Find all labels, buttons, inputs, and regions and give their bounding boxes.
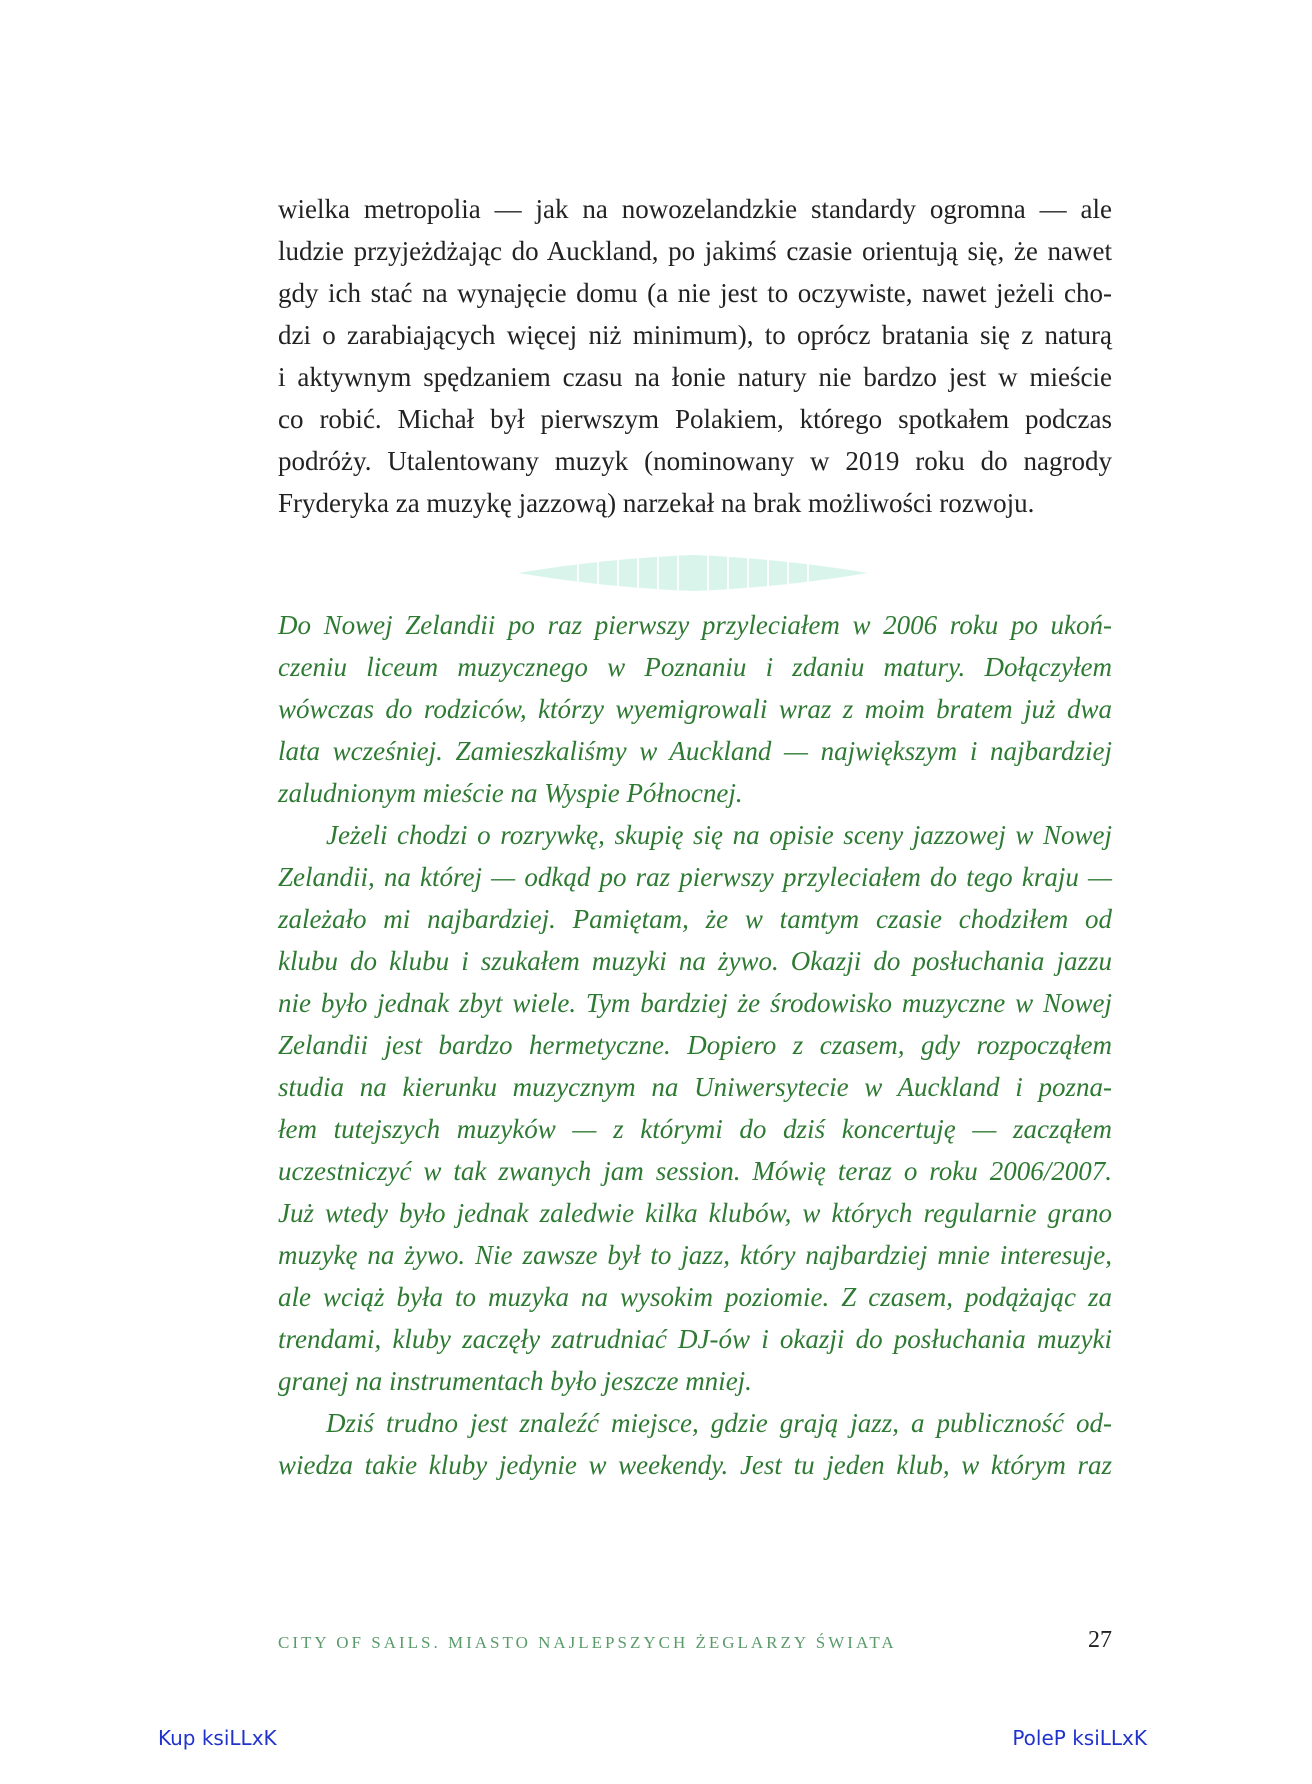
recommend-book-link[interactable]: PoleP ksiLLxK xyxy=(1012,1726,1147,1750)
running-title: CITY OF SAILS. MIASTO NAJLEPSZYCH ŻEGLARZY ŚWIATA xyxy=(278,1633,897,1652)
intro-line: gdy ich stać na wynajęcie domu (a nie jest to oczywiste, nawet jeżeli cho- xyxy=(278,278,1112,308)
story-line: Już wtedy było jednak zaledwie kilka klubów, w których regularnie grano xyxy=(278,1198,1112,1228)
story-line: zależało mi najbardziej. Pamiętam, że w tamtym czasie chodziłem od xyxy=(278,904,1112,934)
story-line: wówczas do rodziców, którzy wyemigrowali wraz z moim bratem już dwa xyxy=(278,694,1112,724)
page-number: 27 xyxy=(1088,1627,1112,1653)
story-line: Dziś trudno jest znaleźć miejsce, gdzie grają jazz, a publiczność od- xyxy=(326,1408,1112,1438)
intro-line: Fryderyka za muzykę jazzową) narzekał na brak możliwości rozwoju. xyxy=(278,488,1035,518)
intro-line: podróży. Utalentowany muzyk (nominowany w 2019 roku do nagrody xyxy=(278,446,1112,476)
story-line: Do Nowej Zelandii po raz pierwszy przyleciałem w 2006 roku po ukoń- xyxy=(278,610,1112,640)
story-line: uczestniczyć w tak zwanych jam session. Mówię teraz o roku 2006/2007. xyxy=(278,1156,1112,1186)
story-line: Zelandii, na której — odkąd po raz pierwszy przyleciałem do tego kraju — xyxy=(278,862,1112,892)
story-line: granej na instrumentach było jeszcze mniej. xyxy=(278,1366,752,1396)
story-line: trendami, kluby zaczęły zatrudniać DJ-ów i okazji do posłuchania muzyki xyxy=(278,1324,1112,1354)
intro-line: dzi o zarabiających więcej niż minimum), to oprócz bratania się z naturą xyxy=(278,320,1112,350)
story-line: Jeżeli chodzi o rozrywkę, skupię się na opisie sceny jazzowej w Nowej xyxy=(326,820,1112,850)
fern-ornament-icon xyxy=(518,553,868,593)
story-line: ale wciąż była to muzyka na wysokim poziomie. Z czasem, podążając za xyxy=(278,1282,1112,1312)
story-line: klubu do klubu i szukałem muzyki na żywo. Okazji do posłuchania jazzu xyxy=(278,946,1112,976)
story-line: łem tutejszych muzyków — z którymi do dziś koncertuję — zacząłem xyxy=(278,1114,1112,1144)
intro-line: ludzie przyjeżdżając do Auckland, po jakimś czasie orientują się, że nawet xyxy=(278,236,1112,266)
intro-line: co robić. Michał był pierwszym Polakiem, którego spotkałem podczas xyxy=(278,404,1112,434)
story-line: Zelandii jest bardzo hermetyczne. Dopiero z czasem, gdy rozpocząłem xyxy=(278,1030,1112,1060)
buy-book-link[interactable]: Kup ksiLLxK xyxy=(158,1726,277,1750)
story-line: studia na kierunku muzycznym na Uniwersytecie w Auckland i pozna- xyxy=(278,1072,1112,1102)
story-line: wiedza takie kluby jedynie w weekendy. Jest tu jeden klub, w którym raz xyxy=(278,1450,1112,1480)
story-line: lata wcześniej. Zamieszkaliśmy w Auckland — największym i najbardziej xyxy=(278,736,1112,766)
story-line: muzykę na żywo. Nie zawsze był to jazz, który najbardziej mnie interesuje, xyxy=(278,1240,1112,1270)
intro-paragraph xyxy=(278,188,1112,524)
story-quote xyxy=(278,604,1112,1486)
story-line: czeniu liceum muzycznego w Poznaniu i zdaniu matury. Dołączyłem xyxy=(278,652,1112,682)
story-line: zaludnionym mieście na Wyspie Północnej. xyxy=(278,778,743,808)
intro-line: i aktywnym spędzaniem czasu na łonie natury nie bardzo jest w mieście xyxy=(278,362,1112,392)
story-line: nie było jednak zbyt wiele. Tym bardziej że środowisko muzyczne w Nowej xyxy=(278,988,1112,1018)
intro-line: wielka metropolia — jak na nowozelandzkie standardy ogromna — ale xyxy=(278,194,1112,224)
